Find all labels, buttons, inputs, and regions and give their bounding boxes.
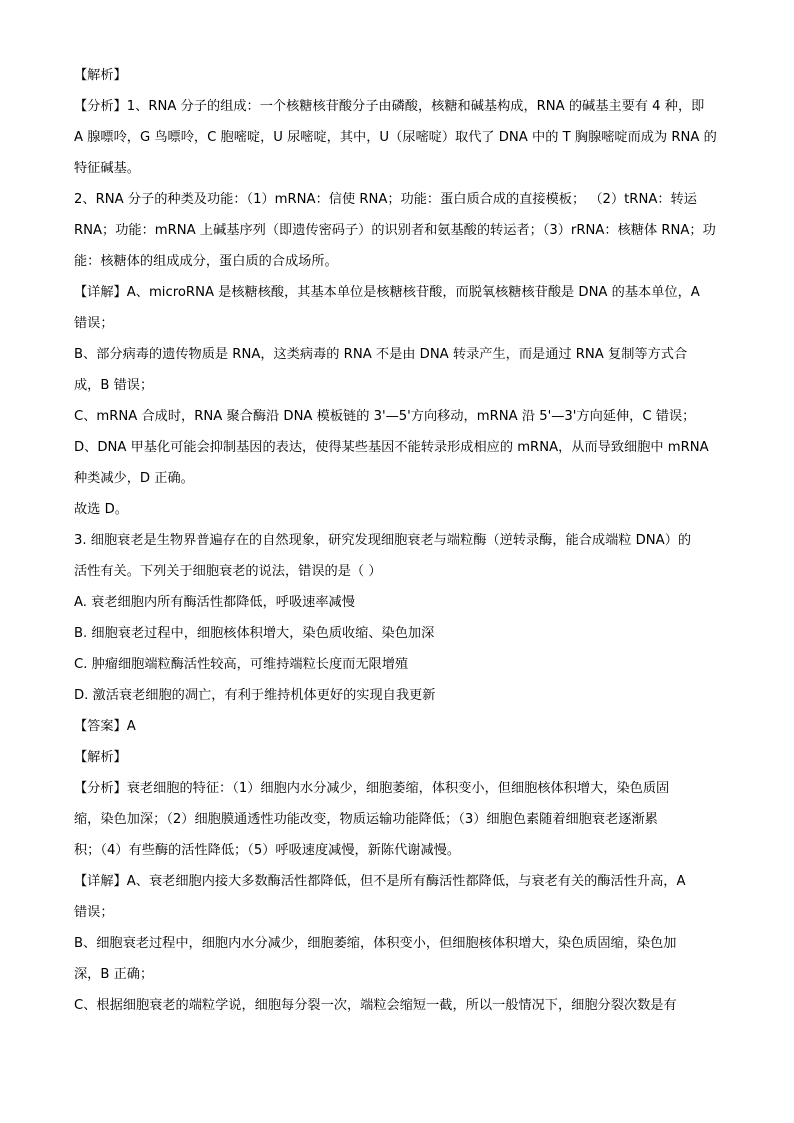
- paragraph-line: 缩，染色加深；（2）细胞膜通透性功能改变，物质运输功能降低；（3）细胞色素随着细胞衰老逐渐累: [74, 812, 658, 827]
- paragraph-line: 【详解】A、microRNA 是核糖核酸，其基本单位是核糖核苷酸，而脱氧核糖核苷酸是 DNA 的基本单位，A: [74, 285, 700, 300]
- paragraph-line: B、部分病毒的遗传物质是 RNA，这类病毒的 RNA 不是由 DNA 转录产生，而是通过 RNA 复制等方式合: [74, 347, 688, 362]
- paragraph-line: 【分析】1、RNA 分子的组成：一个核糖核苷酸分子由磷酸，核糖和碱基构成，RNA 的碱基主要有 4 种，即: [74, 99, 705, 114]
- option-a: A. 衰老细胞内所有酶活性都降低，呼吸速率减慢: [74, 595, 355, 610]
- paragraph-line: D、DNA 甲基化可能会抑制基因的表达，使得某些基因不能转录形成相应的 mRNA，从而导致细胞中 mRNA: [74, 440, 709, 455]
- paragraph-line: 特征碱基。: [74, 161, 140, 176]
- paragraph-line: 【分析】衰老细胞的特征：（1）细胞内水分减少，细胞萎缩，体积变小，但细胞核体积增大，染色质固: [74, 781, 670, 796]
- option-c: C. 肿瘤细胞端粒酶活性较高，可维持端粒长度而无限增殖: [74, 657, 409, 672]
- paragraph-line: C、mRNA 合成时，RNA 聚合酶沿 DNA 模板链的 3'—5'方向移动，mRNA 沿 5'—3'方向延伸，C 错误；: [74, 409, 696, 424]
- answer-line: 【答案】A: [74, 719, 136, 734]
- paragraph-line: 错误；: [74, 905, 114, 920]
- question-stem: 3. 细胞衰老是生物界普遍存在的自然现象，研究发现细胞衰老与端粒酶（逆转录酶，能合成端粒 DNA）的: [74, 533, 692, 548]
- option-b: B. 细胞衰老过程中，细胞核体积增大，染色质收缩、染色加深: [74, 626, 435, 641]
- document-page: [74, 60, 724, 1021]
- paragraph-line: 故选 D。: [74, 502, 128, 517]
- paragraph-line: 能：核糖体的组成成分，蛋白质的合成场所。: [74, 254, 338, 269]
- paragraph-line: A 腺嘌呤，G 鸟嘌呤，C 胞嘧啶，U 尿嘧啶，其中，U（尿嘧啶）取代了 DNA 中的 T 胸腺嘧啶而成为 RNA 的: [74, 130, 717, 145]
- question-stem: 活性有关。下列关于细胞衰老的说法，错误的是（ ）: [74, 564, 382, 579]
- paragraph-line: 错误；: [74, 316, 114, 331]
- option-d: D. 激活衰老细胞的凋亡，有利于维持机体更好的实现自我更新: [74, 688, 436, 703]
- paragraph-line: RNA；功能：mRNA 上碱基序列（即遗传密码子）的识别者和氨基酸的转运者；（3）rRNA：核糖体 RNA；功: [74, 223, 716, 238]
- section-heading-analysis: 【解析】: [74, 750, 127, 765]
- paragraph-line: 【详解】A、衰老细胞内接大多数酶活性都降低，但不是所有酶活性都降低，与衰老有关的酶活性升高，A: [74, 874, 686, 889]
- paragraph-line: 成，B 错误；: [74, 378, 154, 393]
- paragraph-line: 深，B 正确；: [74, 967, 154, 982]
- paragraph-line: 2、RNA 分子的种类及功能：（1）mRNA：信使 RNA；功能：蛋白质合成的直接模板； （2）tRNA：转运: [74, 192, 697, 207]
- paragraph-line: 种类减少，D 正确。: [74, 471, 194, 486]
- section-heading-analysis: 【解析】: [74, 68, 127, 83]
- paragraph-line: C、根据细胞衰老的端粒学说，细胞每分裂一次，端粒会缩短一截，所以一般情况下，细胞分裂次数是有: [74, 998, 677, 1013]
- paragraph-line: 积；（4）有些酶的活性降低；（5）呼吸速度减慢，新陈代谢减慢。: [74, 843, 461, 858]
- paragraph-line: B、细胞衰老过程中，细胞内水分减少，细胞萎缩，体积变小，但细胞核体积增大，染色质固缩，染色加: [74, 936, 677, 951]
